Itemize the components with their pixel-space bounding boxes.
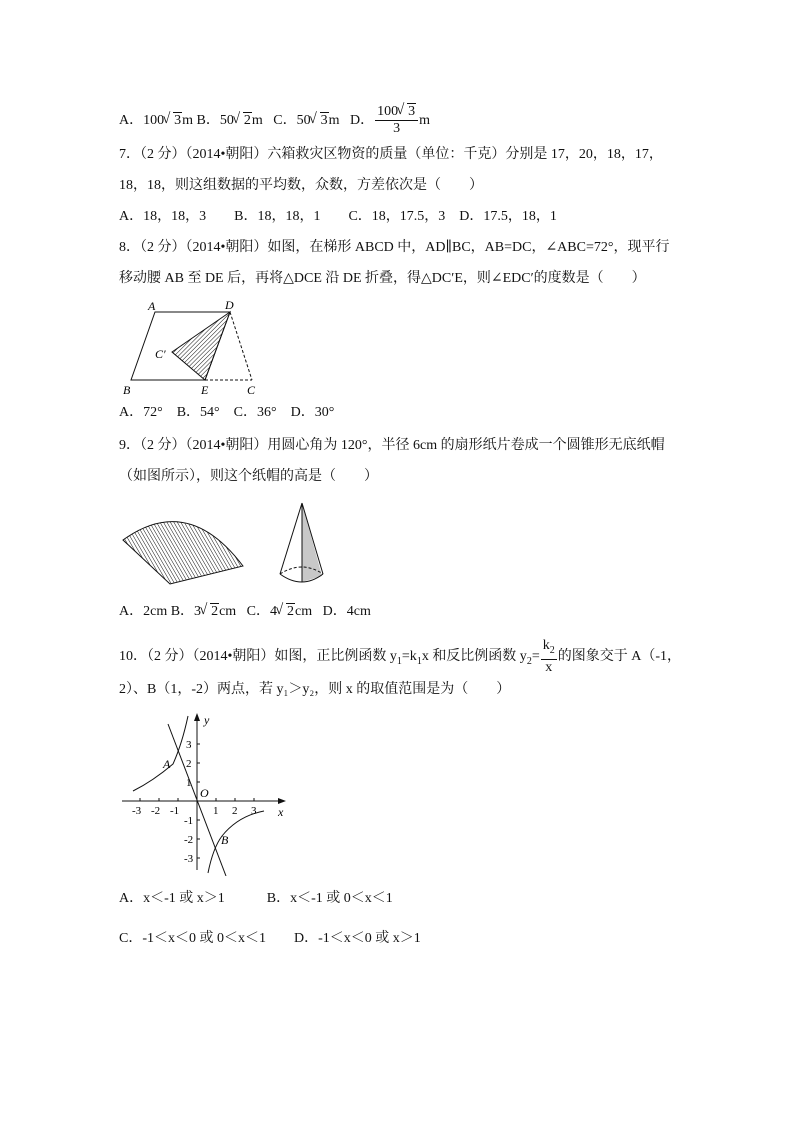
q8-label-cprime: C′ [155, 347, 166, 361]
q9-stem-line1: 9．（2 分）（2014•朝阳）用圆心角为 120°，半径 6cm 的扇形纸片卷成一个圆锥形无底纸帽 [119, 438, 665, 453]
q10-x-tick-1: 1 [213, 805, 219, 817]
q8-trapezoid-figure [115, 296, 275, 398]
q10-label-a: A [163, 757, 171, 771]
q9-cone-figure [272, 498, 332, 588]
q8-label-c: C [247, 383, 256, 397]
q10-x-tick-3: 3 [251, 805, 257, 817]
q9-option-b: B．3√ 2cm [171, 604, 236, 619]
q8-stem-line1: 8．（2 分）（2014•朝阳）如图，在梯形 ABCD 中，AD∥BC，AB=DC，∠ABC=72°，现平行 [119, 240, 670, 255]
q10-stem-line1: 10．（2 分）（2014•朝阳）如图，正比例函数 $y_1=k_1x$ 和反比例函数 $y_2=$ $\frac{k_2}{x}$ 的图象交于 A（-1， [119, 638, 681, 675]
q9-sector [123, 522, 243, 584]
q6-options [119, 104, 430, 137]
q10-y-tick-neg3: -3 [184, 853, 194, 865]
q8-options: A．72° B．54° C．36° D．30° [119, 405, 335, 420]
q8-label-e: E [201, 383, 209, 397]
q10-stem-line2: 2）、B（1，-2）两点，若 y₁＞y₂，则 x 的取值范围是为（ ） [119, 682, 511, 697]
q6-option-d: D． $\frac{100√ 3}{3}$ m [350, 113, 430, 128]
q10-options-cd: C．-1＜x＜0 或 0＜x＜1 D．-1＜x＜0 或 x＞1 [119, 931, 421, 946]
q7-options: A．18，18，3 B．18，18，1 C．18，17.5，3 D．17.5，18，1 [119, 209, 557, 224]
q9-sector-figure [118, 498, 250, 590]
q10-y-tick-neg2: -2 [184, 834, 194, 846]
q10-x-tick-neg2: -2 [151, 805, 161, 817]
q7-stem-line1: 7．（2 分）（2014•朝阳）六箱救灾区物资的质量（单位：千克）分别是 17，20，18，17， [119, 147, 663, 162]
q6-option-c: C．50√ 3m [273, 113, 343, 128]
q9-stem-line2: （如图所示），则这个纸帽的高是（ ） [119, 469, 378, 484]
q10-label-y: y [204, 713, 210, 727]
q8-folded-triangle [172, 312, 230, 380]
q9-option-c: C．4√ 2cm [247, 604, 312, 619]
q10-hyperbola-right-branch [208, 811, 264, 873]
q10-x-axis-arrow [278, 798, 286, 804]
q10-label-origin: O [200, 786, 209, 800]
q10-y-tick-2: 2 [186, 758, 192, 770]
q10-label-x: x [278, 805, 284, 819]
q10-label-b: B [221, 833, 229, 847]
q10-x-tick-neg1: -1 [170, 805, 180, 817]
q8-stem-line2: 移动腰 AB 至 DE 后，再将△DCE 沿 DE 折叠，得△DC′E，则∠EDC′的度数是（ ） [119, 271, 646, 286]
q10-y-axis-arrow [194, 713, 200, 721]
q8-dashed-dc [230, 312, 252, 380]
q9-options [119, 602, 371, 622]
q6-option-b: B．50√ 2m [197, 113, 267, 128]
q10-y-tick-3: 3 [186, 739, 192, 751]
q10-options-ab: A．x＜-1 或 x＞1 B．x＜-1 或 0＜x＜1 [119, 891, 393, 906]
q9-option-a: A．2cm [119, 604, 168, 619]
q8-label-d: D [225, 298, 234, 312]
q8-label-b: B [123, 383, 131, 397]
q9-option-d: D．4cm [322, 604, 371, 619]
q10-x-tick-2: 2 [232, 805, 238, 817]
q10-fraction: $\frac{k_2}{x}$ [542, 638, 555, 675]
q10-y-tick-1: 1 [186, 777, 192, 789]
q7-stem-line2: 18，18，则这组数据的平均数，众数，方差依次是（ ） [119, 178, 483, 193]
q10-function-graph [118, 708, 293, 876]
q6-option-d-fraction: $\frac{100√ 3}{3}$ [375, 104, 418, 137]
q10-y-tick-neg1: -1 [184, 815, 194, 827]
q9-cone-left-edge [280, 503, 302, 574]
q6-option-a: A．100√ 3m [119, 113, 197, 128]
q10-x-tick-neg3: -3 [132, 805, 142, 817]
q8-label-a: A [148, 299, 156, 313]
